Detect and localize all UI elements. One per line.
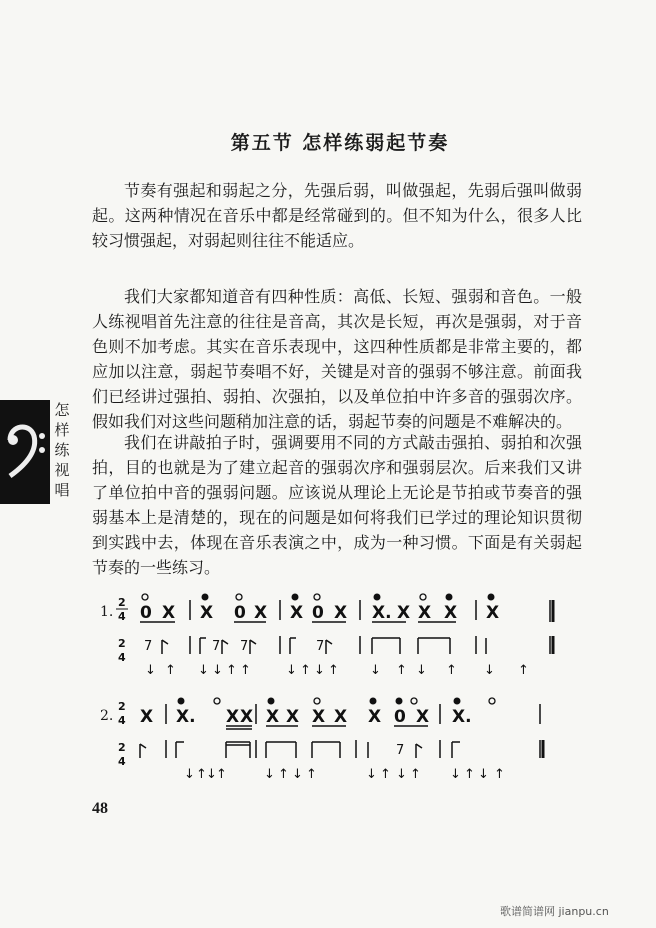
svg-text:X: X bbox=[240, 707, 254, 727]
svg-text:↓: ↓ bbox=[286, 663, 297, 678]
svg-text:X: X bbox=[368, 707, 382, 727]
page-number: 48 bbox=[92, 800, 108, 817]
svg-text:↓: ↓ bbox=[450, 767, 461, 782]
svg-text:↓: ↓ bbox=[145, 663, 156, 678]
svg-text:X: X bbox=[254, 603, 268, 623]
svg-text:↑: ↑ bbox=[464, 767, 475, 782]
rhythm-notes bbox=[162, 636, 553, 654]
svg-text:X: X bbox=[226, 707, 240, 727]
svg-text:↑: ↑ bbox=[226, 663, 237, 678]
svg-text:↑: ↑ bbox=[518, 663, 529, 678]
time-signature bbox=[118, 700, 126, 768]
svg-text:↓: ↓ bbox=[314, 663, 325, 678]
rhythm-notes bbox=[140, 740, 543, 758]
rest-marks bbox=[396, 743, 404, 758]
svg-text:↑: ↑ bbox=[494, 767, 505, 782]
svg-text:X: X bbox=[140, 707, 154, 727]
exercise-number: 1. bbox=[100, 604, 114, 620]
svg-text:↓: ↓ bbox=[416, 663, 427, 678]
x-notation bbox=[140, 603, 499, 623]
svg-text:↓: ↓ bbox=[264, 767, 275, 782]
bass-clef-tab bbox=[0, 400, 50, 504]
beat-arrows bbox=[145, 663, 529, 678]
svg-text:↓: ↓ bbox=[370, 663, 381, 678]
paragraph-text: 我们在讲敲拍子时，强调要用不同的方式敲击强拍、弱拍和次强拍，目的也就是为了建立起音的强弱次序和强弱层次。后来我们又讲了单位拍中音的强弱问题。应该说从理论上无论是节拍或节奏音的强弱基本上是清楚的，现在的问题是如何将我们已学过的理论知识贯彻到实践中去，体现在音乐表演之中，成为一种习惯。下面是有关弱起节奏的一些练习。 bbox=[92, 433, 582, 577]
beat-arrows bbox=[184, 767, 505, 782]
side-tab-char: 视 bbox=[54, 461, 70, 479]
watermark: 歌谱简谱网 jianpu.cn bbox=[500, 905, 609, 918]
svg-text:X: X bbox=[334, 707, 348, 727]
strong-dots bbox=[202, 594, 495, 601]
svg-text:X: X bbox=[312, 707, 326, 727]
svg-text:↑: ↑ bbox=[306, 767, 317, 782]
side-tab-char: 练 bbox=[54, 441, 70, 459]
x-notation bbox=[140, 707, 472, 727]
svg-text:4: 4 bbox=[118, 714, 126, 727]
svg-text:↓: ↓ bbox=[366, 767, 377, 782]
svg-text:X: X bbox=[266, 707, 280, 727]
accent-marks bbox=[214, 698, 495, 704]
svg-text:0: 0 bbox=[234, 603, 246, 623]
svg-text:↓: ↓ bbox=[206, 767, 217, 782]
svg-text:X: X bbox=[334, 603, 348, 623]
paragraph-text: 我们大家都知道音有四种性质：高低、长短、强弱和音色。一般人练视唱首先注意的往往是音高，其次是长短，再次是强弱，对于音色则不加考虑。其实在音乐表现中，这四种性质都是非常主要的，都应加以注意，弱起节奏唱不好，关键是对音的强弱不够注意。前面我们已经讲过强拍、弱拍、次强拍，以及单位拍中许多音的强弱次序。假如我们对这些问题稍加注意的话，弱起节奏的问题是不难解决的。 bbox=[92, 287, 582, 431]
svg-text:2: 2 bbox=[118, 637, 126, 650]
paragraph-1 bbox=[92, 178, 582, 253]
side-tab-char: 样 bbox=[54, 421, 70, 439]
svg-text:4: 4 bbox=[118, 651, 126, 664]
svg-text:↓: ↓ bbox=[478, 767, 489, 782]
svg-text:↓: ↓ bbox=[212, 663, 223, 678]
svg-text:2: 2 bbox=[118, 596, 126, 609]
barlines bbox=[166, 704, 540, 729]
svg-text:↓: ↓ bbox=[198, 663, 209, 678]
svg-text:4: 4 bbox=[118, 610, 126, 623]
svg-text:↓: ↓ bbox=[396, 767, 407, 782]
svg-text:0: 0 bbox=[140, 603, 152, 623]
svg-text:X.: X. bbox=[452, 707, 472, 727]
bass-clef-icon bbox=[0, 400, 50, 504]
svg-text:7: 7 bbox=[316, 639, 325, 654]
svg-text:4: 4 bbox=[118, 755, 126, 768]
svg-text:↓: ↓ bbox=[184, 767, 195, 782]
svg-text:↑: ↑ bbox=[240, 663, 251, 678]
svg-text:X: X bbox=[286, 707, 300, 727]
rest-marks bbox=[144, 639, 324, 654]
time-signature bbox=[116, 596, 128, 664]
svg-text:↑: ↑ bbox=[165, 663, 176, 678]
svg-text:X: X bbox=[397, 603, 411, 623]
exercise-number: 2. bbox=[100, 708, 114, 724]
svg-text:X: X bbox=[416, 707, 430, 727]
rhythm-notation bbox=[100, 696, 560, 786]
svg-text:X: X bbox=[486, 603, 500, 623]
svg-text:X: X bbox=[418, 603, 432, 623]
svg-text:↑: ↑ bbox=[196, 767, 207, 782]
svg-text:X: X bbox=[200, 603, 214, 623]
side-tab-char: 唱 bbox=[54, 481, 70, 499]
svg-text:↑: ↑ bbox=[410, 767, 421, 782]
svg-text:↑: ↑ bbox=[216, 767, 227, 782]
section-title: 第五节 怎样练弱起节奏 bbox=[230, 132, 450, 154]
svg-text:7: 7 bbox=[396, 743, 405, 758]
svg-text:2: 2 bbox=[118, 700, 126, 713]
svg-text:0: 0 bbox=[312, 603, 324, 623]
paragraph-2 bbox=[92, 284, 582, 434]
svg-text:2: 2 bbox=[118, 741, 126, 754]
svg-text:X.: X. bbox=[176, 707, 196, 727]
accent-marks bbox=[142, 594, 426, 600]
rhythm-exercise-2 bbox=[100, 696, 560, 786]
svg-text:↑: ↑ bbox=[328, 663, 339, 678]
svg-text:7: 7 bbox=[144, 639, 153, 654]
svg-text:0: 0 bbox=[394, 707, 406, 727]
svg-text:↑: ↑ bbox=[396, 663, 407, 678]
svg-text:↓: ↓ bbox=[292, 767, 303, 782]
side-tab-label bbox=[52, 400, 72, 500]
svg-text:7: 7 bbox=[240, 639, 249, 654]
paragraph-text: 节奏有强起和弱起之分，先强后弱，叫做强起，先弱后强叫做弱起。这两种情况在音乐中都是经常碰到的。但不知为什么，很多人比较习惯强起，对弱起则往往不能适应。 bbox=[92, 181, 582, 250]
svg-text:X: X bbox=[444, 603, 458, 623]
svg-text:X: X bbox=[162, 603, 176, 623]
svg-text:↑: ↑ bbox=[278, 767, 289, 782]
svg-text:7: 7 bbox=[212, 639, 221, 654]
svg-text:↑: ↑ bbox=[446, 663, 457, 678]
svg-text:↑: ↑ bbox=[380, 767, 391, 782]
rhythm-exercise-1 bbox=[100, 592, 560, 682]
rhythm-notation bbox=[100, 592, 560, 682]
svg-text:X: X bbox=[290, 603, 304, 623]
paragraph-3 bbox=[92, 430, 582, 580]
svg-text:↓: ↓ bbox=[484, 663, 495, 678]
svg-text:↑: ↑ bbox=[300, 663, 311, 678]
svg-text:X.: X. bbox=[372, 603, 392, 623]
side-tab-char: 怎 bbox=[54, 401, 70, 419]
